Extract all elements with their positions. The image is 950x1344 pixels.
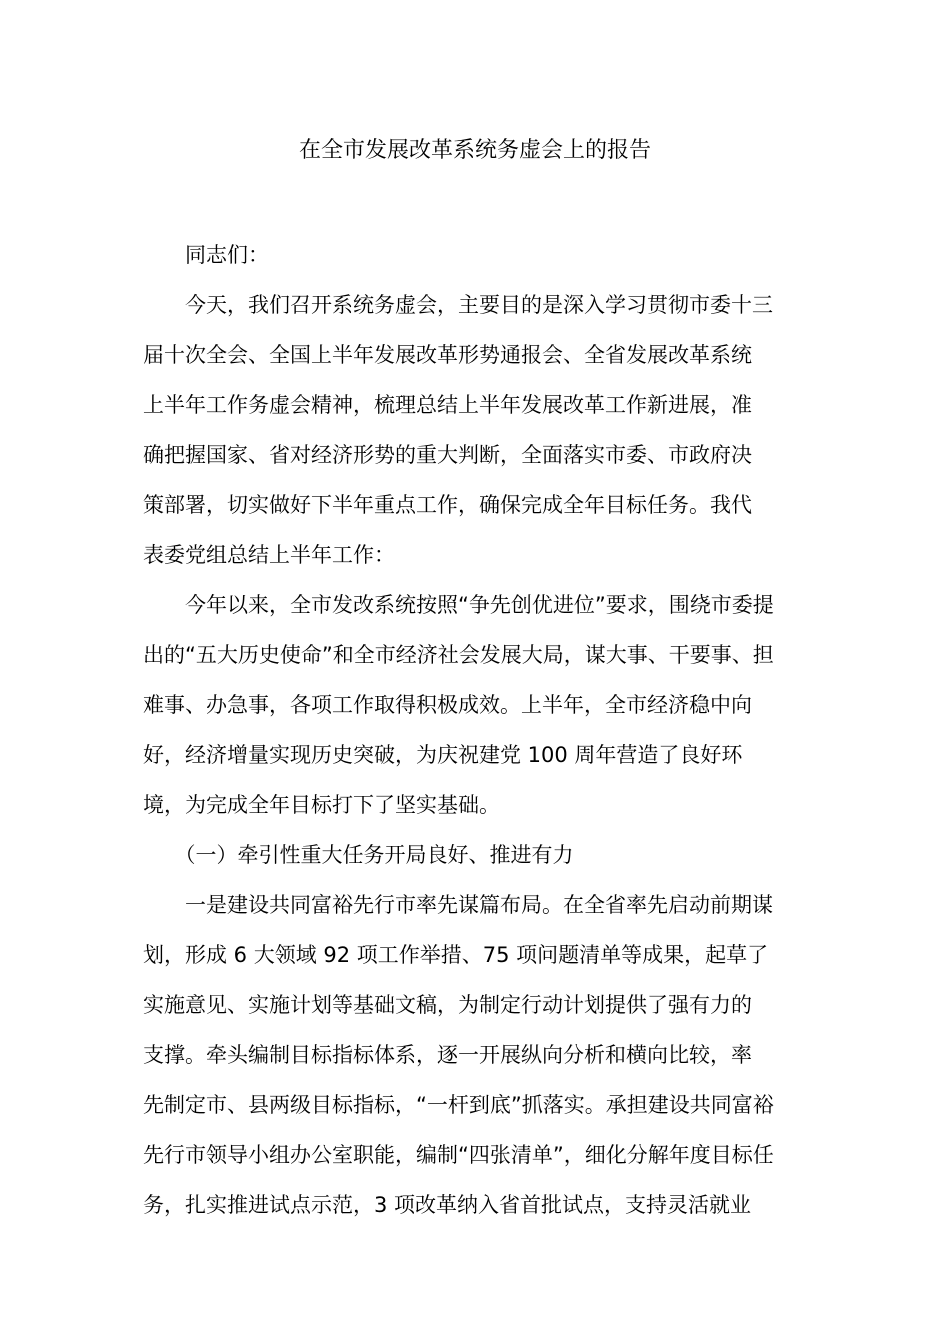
text-line: 策部署，切实做好下半年重点工作，确保完成全年目标任务。我代 (143, 493, 752, 517)
text-line: 境，为完成全年目标打下了坚实基础。 (143, 793, 500, 817)
paragraph-intro (143, 280, 808, 580)
paragraph-common-prosperity (143, 880, 808, 1230)
salutation: 同志们： (185, 243, 269, 267)
paragraph-summary (143, 580, 808, 830)
document-title: 在全市发展改革系统务虚会上的报告 (298, 138, 651, 163)
text-line: 好，经济增量实现历史突破，为庆祝建党 100 周年营造了良好环 (143, 743, 743, 767)
text-line: 先行市领导小组办公室职能，编制“四张清单”，细化分解年度目标任 (143, 1143, 774, 1167)
document-body (143, 230, 808, 1230)
text-line: 今年以来，全市发改系统按照“争先创优进位”要求，围绕市委提 (185, 593, 774, 617)
text-line: 划，形成 6 大领域 92 项工作举措、75 项问题清单等成果，起草了 (143, 943, 769, 967)
text-line: 届十次全会、全国上半年发展改革形势通报会、全省发展改革系统 (143, 343, 752, 367)
text-line: 支撑。牵头编制目标指标体系，逐一开展纵向分析和横向比较，率 (143, 1043, 752, 1067)
text-line: 出的“五大历史使命”和全市经济社会发展大局，谋大事、干要事、担 (143, 643, 774, 667)
text-line: 难事、办急事，各项工作取得积极成效。上半年，全市经济稳中向 (143, 693, 752, 717)
text-line: 先制定市、县两级目标指标，“一杆到底”抓落实。承担建设共同富裕 (143, 1093, 774, 1117)
text-line: 表委党组总结上半年工作： (143, 543, 395, 567)
text-line: 确把握国家、省对经济形势的重大判断，全面落实市委、市政府决 (143, 443, 752, 467)
text-line: 务，扎实推进试点示范，3 项改革纳入省首批试点，支持灵活就业 (143, 1193, 752, 1217)
text-line: 上半年工作务虚会精神，梳理总结上半年发展改革工作新进展，准 (143, 393, 752, 417)
text-line: 实施意见、实施计划等基础文稿，为制定行动计划提供了强有力的 (143, 993, 752, 1017)
text-line: 今天，我们召开系统务虚会，主要目的是深入学习贯彻市委十三 (185, 293, 773, 317)
section-heading: （一）牵引性重大任务开局良好、推进有力 (174, 843, 574, 867)
text-line: 一是建设共同富裕先行市率先谋篇布局。在全省率先启动前期谋 (185, 893, 773, 917)
